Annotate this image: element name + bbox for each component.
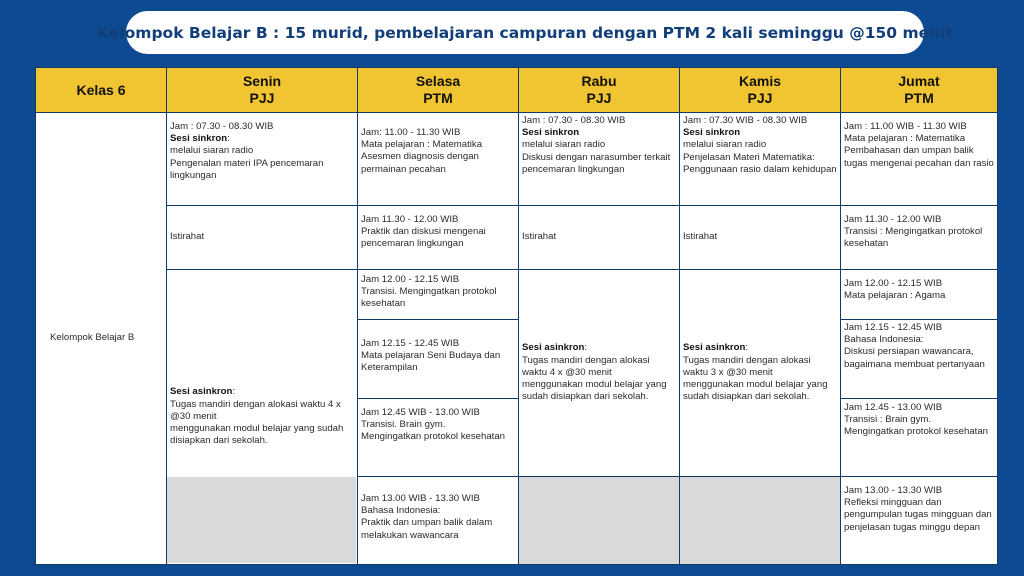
rabu-istirahat: Istirahat <box>519 206 680 270</box>
header-kamis: Kamis PJJ <box>680 68 841 113</box>
selasa-transisi-2: Jam 12.45 WIB - 13.00 WIB Transisi. Brain gym. Mengingatkan protokol kesehatan <box>358 399 519 477</box>
header-row <box>36 68 998 113</box>
rabu-sesi-asinkron: Sesi asinkron: Tugas mandiri dengan alokasi waktu 4 x @30 menit menggunakan modul belajar yang sudah disiapkan dari sekolah. <box>519 270 680 477</box>
jumat-transisi-2: Jam 12.45 - 13.00 WIB Transisi : Brain gym. Mengingatkan protokol kesehatan <box>841 399 998 477</box>
senin-sesi-sinkron: Jam : 07.30 - 08.30 WIB Sesi sinkron: melalui siaran radio Pengenalan materi IPA pencemaran lingkungan <box>167 113 358 206</box>
kamis-istirahat: Istirahat <box>680 206 841 270</box>
page-title: Kelompok Belajar B : 15 murid, pembelajaran campuran dengan PTM 2 kali seminggu @150 menit <box>97 23 953 42</box>
group-label-cell: Kelompok Belajar B <box>36 113 167 565</box>
jumat-matematika: Jam : 11.00 WIB - 11.30 WIB Mata pelajaran : Matematika Pembahasan dan umpan balik tugas mengenai pecahan dan rasio <box>841 113 998 206</box>
header-jumat: Jumat PTM <box>841 68 998 113</box>
header-kelas: Kelas 6 <box>36 68 167 113</box>
title-banner <box>97 11 953 54</box>
kamis-empty-cell <box>680 477 841 565</box>
header-senin: Senin PJJ <box>167 68 358 113</box>
selasa-praktik-diskusi: Jam 11.30 - 12.00 WIB Praktik dan diskusi mengenai pencemaran lingkungan <box>358 206 519 270</box>
selasa-matematika: Jam: 11.00 - 11.30 WIB Mata pelajaran : Matematika Asesmen diagnosis dengan permainan pecahan <box>358 113 519 206</box>
senin-istirahat: Istirahat <box>167 206 358 270</box>
selasa-seni-budaya: Jam 12.15 - 12.45 WIB Mata pelajaran Seni Budaya dan Keterampilan <box>358 320 519 399</box>
rabu-sesi-sinkron: Jam : 07.30 - 08.30 WIB Sesi sinkron melalui siaran radio Diskusi dengan narasumber terkait pencemaran lingkungan <box>519 113 680 206</box>
kamis-sesi-asinkron: Sesi asinkron: Tugas mandiri dengan alokasi waktu 3 x @30 menit menggunakan modul belajar yang sudah disiapkan dari sekolah. <box>680 270 841 477</box>
selasa-transisi-1: Jam 12.00 - 12.15 WIB Transisi. Mengingatkan protokol kesehatan <box>358 270 519 320</box>
jumat-agama: Jam 12.00 - 12.15 WIB Mata pelajaran : Agama <box>841 270 998 320</box>
senin-sesi-asinkron: Sesi asinkron: Tugas mandiri dengan alokasi waktu 4 x @30 menit menggunakan modul belajar yang sudah disiapkan dari sekolah. <box>167 270 358 565</box>
header-selasa: Selasa PTM <box>358 68 519 113</box>
header-rabu: Rabu PJJ <box>519 68 680 113</box>
rabu-empty-cell <box>519 477 680 565</box>
selasa-bahasa-indonesia: Jam 13.00 WIB - 13.30 WIB Bahasa Indonesia: Praktik dan umpan balik dalam melakukan wawancara <box>358 477 519 565</box>
jumat-refleksi: Jam 13.00 - 13.30 WIB Refleksi mingguan dan pengumpulan tugas mingguan dan penjelasan tugas minggu depan <box>841 477 998 565</box>
senin-empty-cell <box>167 477 356 563</box>
jumat-bahasa-indonesia: Jam 12.15 - 12.45 WIB Bahasa Indonesia: Diskusi persiapan wawancara, bagaimana membuat pertanyaan <box>841 320 998 399</box>
kamis-sesi-sinkron: Jam : 07.30 WIB - 08.30 WIB Sesi sinkron melalui siaran radio Penjelasan Materi Matematika: Penggunaan rasio dalam kehidupan <box>680 113 841 206</box>
jumat-transisi-1: Jam 11.30 - 12.00 WIB Transisi : Mengingatkan protokol kesehatan <box>841 206 998 270</box>
